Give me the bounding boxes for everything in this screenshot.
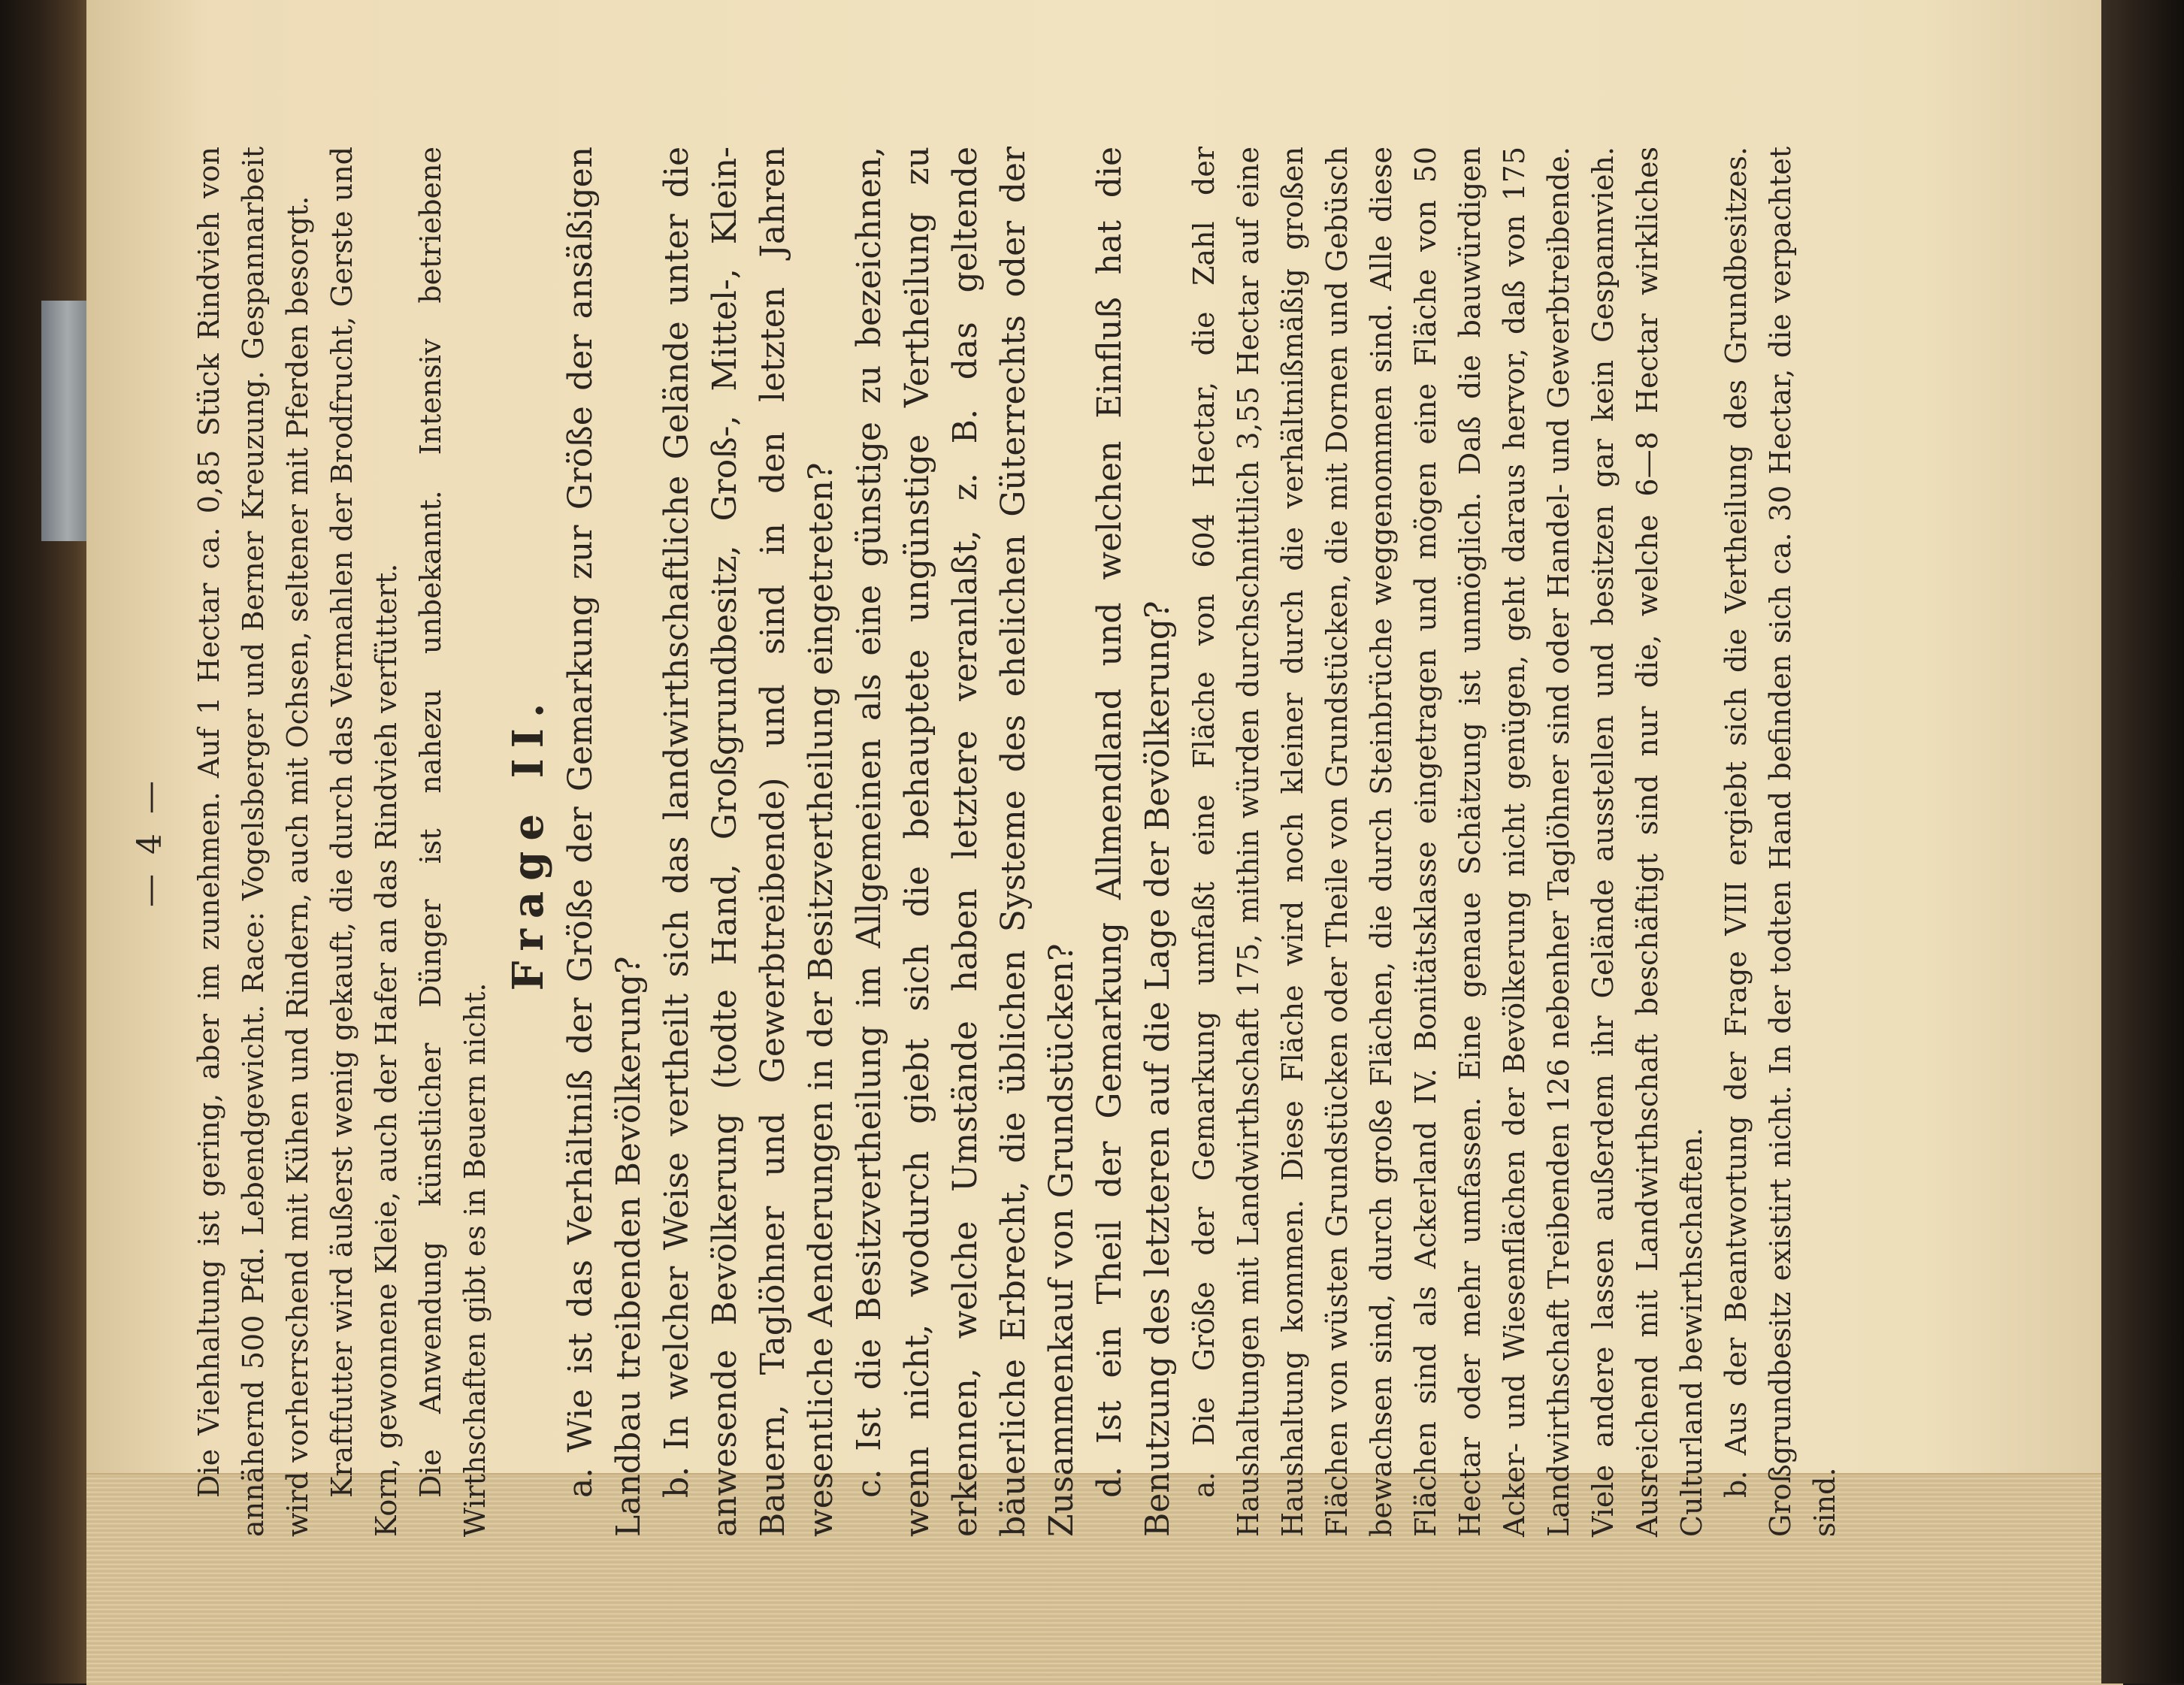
paragraph-feed: Kraftfutter wird äußerst wenig gekauft, die durch das Vermahlen der Brodfrucht, Gerste und Korn, gewonnene Kleie, auch der Hafer an das Rindvieh verfüttert. — [325, 147, 403, 1537]
section-heading: Frage II. — [504, 692, 553, 991]
scan-shadow — [2101, 0, 2184, 1683]
paragraph-livestock: Die Viehhaltung ist gering, aber im zunehmen. Auf 1 Hectar ca. 0,85 Stück Rindvieh von annähernd 500 Pfd. Lebendgewicht. Race: Vogelsberger und Berner Kreuzung. Gespannarbeit wird vorherrschend mit Kühen und Rindern, auch mit Ochsen, seltener mit Pferden besorgt. — [192, 147, 314, 1537]
answer-a: a. Die Größe der Gemarkung umfaßt eine Fläche von 604 Hectar, die Zahl der Haushaltungen mit Landwirthschaft 175, mithin würden durchschnittlich 3,55 Hectar auf eine Haushaltung kommen. Diese Fläche wird noch kleiner durch die verhältnißmäßig großen Flächen von wüsten Grundstücken oder Theile von Grundstücken, die mit Dornen und Gebüsch bewachsen sind, durch große Flächen, die durch Steinbrüche weggenommen sind. Alle diese Flächen sind als Ackerland IV. Bonitätsklasse eingetragen und mögen eine Fläche von 50 Hectar oder mehr umfassen. Eine genaue Schätzung ist unmöglich. Daß die bauwürdigen Acker- und Wiesenflächen der Bevölkerung nicht genügen, geht daraus hervor, daß von 175 Landwirthschaft Treibenden 126 nebenher Taglöhner sind oder Handel- und Gewerbtreibende. Viele andere lassen außerdem ihr Gelände ausstellen und besitzen gar kein Gespannvieh. Ausreichend mit Landwirthschaft beschäftigt sind nur die, welche 6—8 Hectar wirkliches Culturland bewirthschaften. — [1187, 147, 1708, 1537]
rotated-text-block — [128, 147, 2037, 1537]
paragraph-fertilizer: Die Anwendung künstlicher Dünger ist nahezu unbekannt. Intensiv betriebene Wirthschaften gibt es in Beuern nicht. — [414, 147, 492, 1537]
page-number: — 4 — — [131, 776, 169, 907]
question-d: d. Ist ein Theil der Gemarkung Allmendland und welchen Einfluß hat die Benutzung des letzteren auf die Lage der Bevölkerung? — [1090, 147, 1177, 1537]
answer-b: b. Aus der Beantwortung der Frage VIII ergiebt sich die Vertheilung des Grundbesitzes. Großgrundbesitz existirt nicht. In der todten Hand befinden sich ca. 30 Hectar, die verpachtet sind. — [1720, 147, 1841, 1537]
book-cover — [0, 0, 98, 1683]
question-b: b. In welcher Weise vertheilt sich das landwirthschaftliche Gelände unter die anwesende Bevölkerung (todte Hand, Großgrundbesitz, Groß-, Mittel-, Klein-Bauern, Taglöhner und Gewerbtreibende) und sind in den letzten Jahren wesentliche Aenderungen in der Besitzvertheilung eingetreten? — [658, 147, 840, 1537]
question-a: a. Wie ist das Verhältniß der Größe der Gemarkung zur Größe der ansäßigen Landbau treibenden Bevölkerung? — [561, 147, 648, 1537]
question-c: c. Ist die Besitzvertheilung im Allgemeinen als eine günstige zu bezeichnen, wenn nicht, wodurch giebt sich die behauptete ungünstige Vertheilung zu erkennen, welche Umstände haben letztere veranlaßt, z. B. das geltende bäuerliche Erbrecht, die üblichen Systeme des ehelichen Güterrechts oder der Zusammenkauf von Grundstücken? — [850, 147, 1081, 1537]
